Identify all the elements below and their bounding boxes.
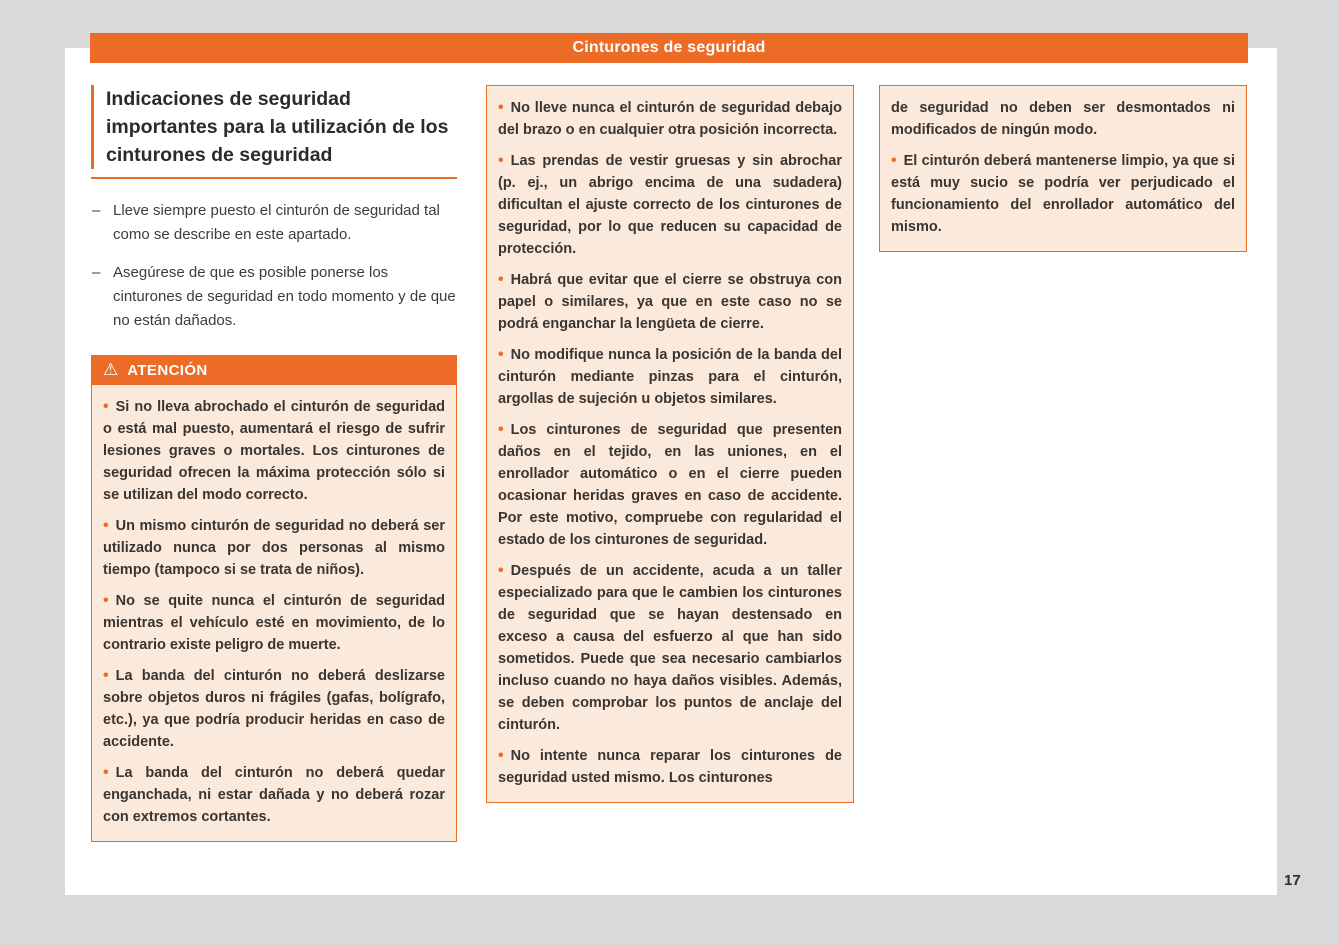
warning-box-body <box>91 385 457 842</box>
section-heading: Indicaciones de seguridad importantes para la utilización de los cinturones de seguridad <box>91 85 457 169</box>
warning-bullet: • Si no lleva abrochado el cinturón de seguridad o está mal puesto, aumentará el riesgo de sufrir lesiones graves o mortales. Los cinturones de seguridad ofrecen la máxima protección sólo si se utilizan del modo correcto. <box>103 396 445 506</box>
list-item: – Lleve siempre puesto el cinturón de seguridad tal como se describe en este apartado. <box>91 199 457 247</box>
list-item: – Asegúrese de que es posible ponerse los cinturones de seguridad en todo momento y de que no están dañados. <box>91 261 457 333</box>
column-right <box>879 85 1247 252</box>
warning-bullet: • Habrá que evitar que el cierre se obstruya con papel o similares, ya que en este caso no se podrá enganchar la lengüeta de cierre. <box>498 269 842 335</box>
warning-box-header <box>91 355 457 385</box>
column-middle <box>486 85 854 803</box>
warning-bullet: • Los cinturones de seguridad que presenten daños en el tejido, en las uniones, en el enrollador automático o en el cierre pueden ocasionar heridas graves en caso de accidente. Por este motivo, compruebe con regularidad el estado de los cinturones de seguridad. <box>498 419 842 551</box>
warning-box-title: ATENCIÓN <box>127 361 208 379</box>
page-number: 17 <box>1284 872 1301 889</box>
warning-bullet: • La banda del cinturón no deberá quedar enganchada, ni estar dañada y no deberá rozar con extremos cortantes. <box>103 762 445 828</box>
warning-box-continued <box>879 85 1247 252</box>
intro-list <box>91 199 457 333</box>
warning-bullet: • La banda del cinturón no deberá deslizarse sobre objetos duros ni frágiles (gafas, bolígrafo, etc.), ya que podría producir heridas en caso de accidente. <box>103 665 445 753</box>
warning-bullet: • No se quite nunca el cinturón de seguridad mientras el vehículo esté en movimiento, de lo contrario existe peligro de muerte. <box>103 590 445 656</box>
warning-continuation-text: de seguridad no deben ser desmontados ni modificados de ningún modo. <box>891 100 1235 138</box>
warning-bullet: • No lleve nunca el cinturón de seguridad debajo del brazo o en cualquier otra posición incorrecta. <box>498 97 842 141</box>
column-left <box>91 85 457 842</box>
heading-rule <box>91 177 457 179</box>
warning-bullet: • No modifique nunca la posición de la banda del cinturón mediante pinzas para el cinturón, argollas de sujeción u objetos similares. <box>498 344 842 410</box>
chapter-header-bar <box>90 33 1248 63</box>
warning-bullet: • Las prendas de vestir gruesas y sin abrochar (p. ej., un abrigo encima de una sudadera) dificultan el ajuste correcto de los cinturones de seguridad, por lo que reducen su capacidad de protección. <box>498 150 842 260</box>
warning-bullet: • Después de un accidente, acuda a un taller especializado para que le cambien los cinturones de seguridad que se hayan destensado en exceso a causa del esfuerzo al que han sido sometidos. Puede que sea necesario cambiarlos incluso cuando no haya daños visibles. Además, se deben comprobar los puntos de anclaje del cinturón. <box>498 560 842 736</box>
warning-box <box>91 355 457 842</box>
chapter-title: Cinturones de seguridad <box>572 39 766 56</box>
warning-triangle-icon: ⚠ <box>103 359 119 380</box>
warning-bullet: • No intente nunca reparar los cinturones de seguridad usted mismo. Los cinturones <box>498 745 842 789</box>
warning-bullet: • El cinturón deberá mantenerse limpio, ya que si está muy sucio se podría ver perjudicado el funcionamiento del enrollador automático del mismo. <box>891 150 1235 238</box>
warning-bullet: • Un mismo cinturón de seguridad no deberá ser utilizado nunca por dos personas al mismo tiempo (tampoco si se trata de niños). <box>103 515 445 581</box>
warning-box-continued <box>486 85 854 803</box>
